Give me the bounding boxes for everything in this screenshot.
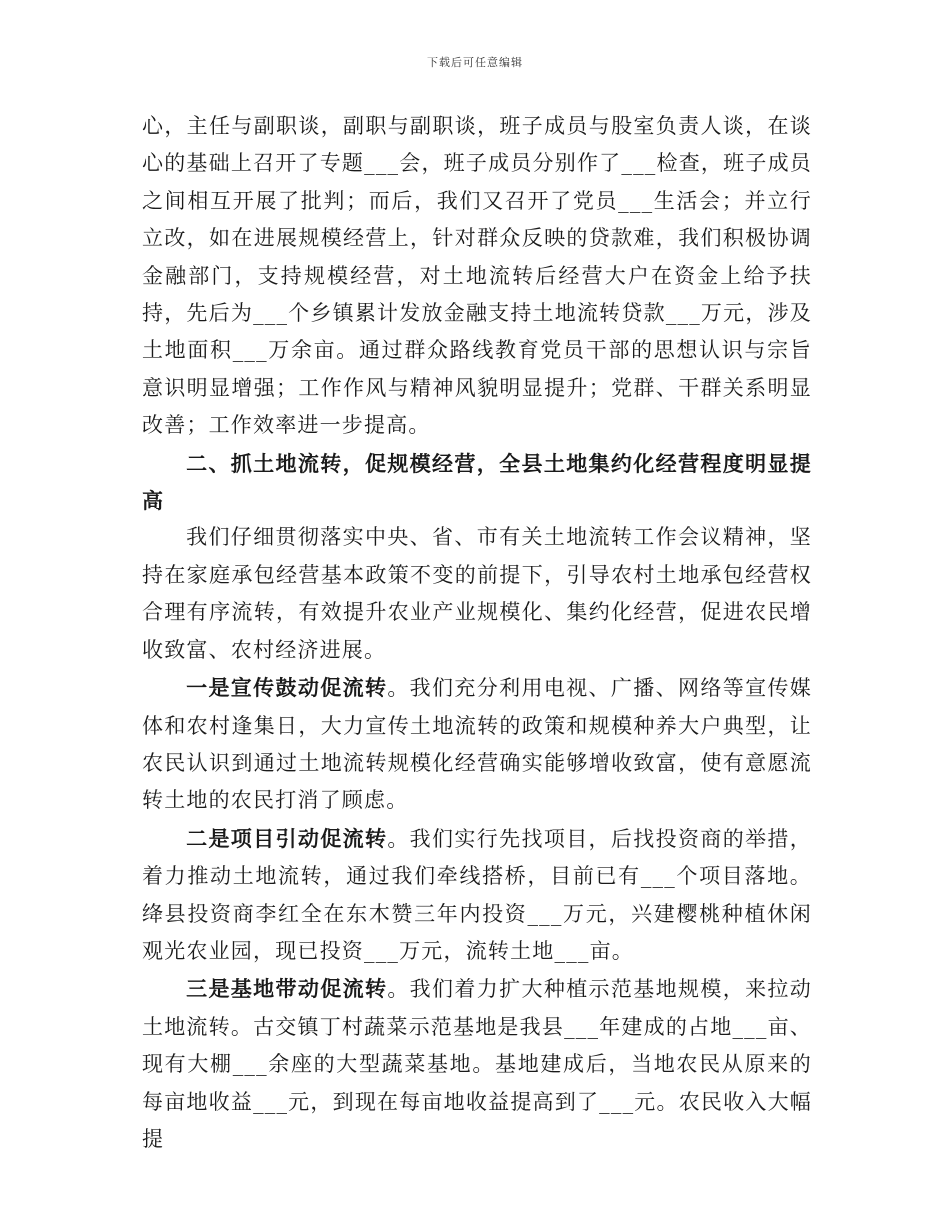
paragraph-item-2 [142, 820, 812, 971]
item-3-lead: 三是基地带动促流转 [186, 976, 388, 1002]
item-3-text: 。我们着力扩大种植示范基地规模，来拉动土地流转。古交镇丁村蔬菜示范基地是我县___年建成的占地___亩、现有大棚___余座的大型蔬菜基地。基地建成后，当地农民从原来的每亩地收益___元，到现在每亩地收益提高到了___元。农民收入大幅提 [142, 977, 812, 1151]
paragraph-item-3 [142, 970, 812, 1158]
item-2-text: 。我们实行先找项目，后找投资商的举措，着力推动土地流转，通过我们牵线搭桥，目前已有___个项目落地。绛县投资商李红全在东木赞三年内投资___万元，兴建樱桃种植休闲观光农业园，现已投资___万元，流转土地___亩。 [142, 826, 812, 963]
paragraph-continuation: 心，主任与副职谈，副职与副职谈，班子成员与股室负责人谈，在谈心的基础上召开了专题___会，班子成员分别作了___检查，班子成员之间相互开展了批判；而后，我们又召开了党员___生活会；并立行立改，如在进展规模经营上，针对群众反映的贷款难，我们积极协调金融部门，支持规模经营，对土地流转后经营大户在资金上给予扶持，先后为___个乡镇累计发放金融支持土地流转贷款___万元，涉及土地面积___万余亩。通过群众路线教育党员干部的思想认识与宗旨意识明显增强；工作作风与精神风貌明显提升；党群、干群关系明显改善；工作效率进一步提高。 [142, 114, 812, 438]
paragraph-intro: 我们仔细贯彻落实中央、省、市有关土地流转工作会议精神，坚持在家庭承包经营基本政策不变的前提下，引导农村土地承包经营权合理有序流转，有效提升农业产业规模化、集约化经营，促进农民增收致富、农村经济进展。 [142, 525, 812, 662]
document-body [142, 108, 812, 1158]
section-heading: 二、抓土地流转，促规模经营，全县土地集约化经营程度明显提高 [142, 450, 812, 514]
item-1-text: 。我们充分利用电视、广播、网络等宣传媒体和农村逢集日，大力宣传土地流转的政策和规模种养大户典型，让农民认识到通过土地流转规模化经营确实能够增收致富，使有意愿流转土地的农民打消了顾虑。 [142, 676, 812, 813]
paragraph-item-1 [142, 669, 812, 820]
item-1-lead: 一是宣传鼓动促流转 [186, 675, 388, 701]
page-header: 下载后可任意编辑 [427, 56, 523, 69]
item-2-lead: 二是项目引动促流转 [186, 825, 388, 851]
